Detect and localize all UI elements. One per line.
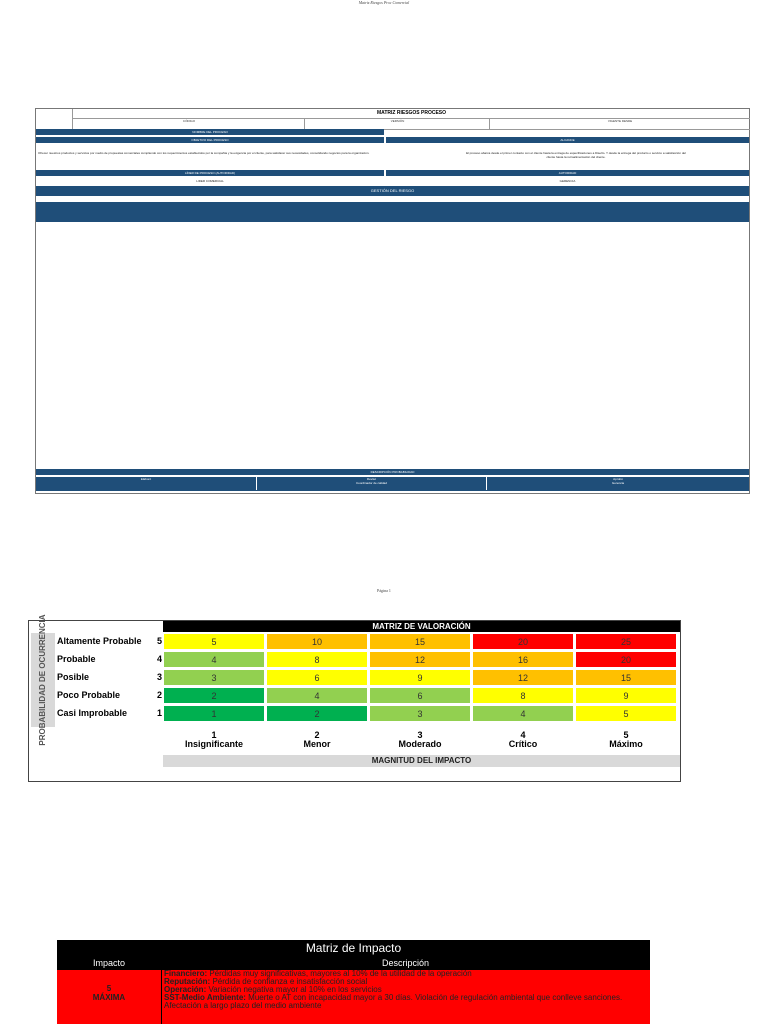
footer-bar: DESCRIPCIÓN PROBABILIDAD xyxy=(36,469,749,475)
valuation-cell: 4 xyxy=(472,705,574,722)
signature-bar xyxy=(36,477,749,491)
probability-row-number: 1 xyxy=(156,708,162,718)
valuation-matrix xyxy=(28,614,681,782)
valuation-cell: 16 xyxy=(472,651,574,668)
x-axis-label: MAGNITUD DEL IMPACTO xyxy=(163,755,680,767)
valuation-cell: 8 xyxy=(472,687,574,704)
valuation-cell: 4 xyxy=(163,651,265,668)
valuation-cell: 2 xyxy=(163,687,265,704)
valuation-cell: 12 xyxy=(472,669,574,686)
valuation-cell: 6 xyxy=(266,669,368,686)
impact-item-key: SST-Medio Ambiente: xyxy=(164,993,246,1002)
probability-row-label: Poco Probable xyxy=(57,690,121,700)
valuation-cell: 4 xyxy=(266,687,368,704)
probability-row-number: 3 xyxy=(156,672,162,682)
impact-column-label xyxy=(266,731,368,749)
signature-name: Coordinador de calidad xyxy=(355,480,388,485)
y-axis-label: PROBABILIDAD DE OCURRENCIA xyxy=(38,614,47,746)
signature-reviso xyxy=(256,477,486,490)
probability-row-label: Casi Improbable xyxy=(57,708,128,718)
leader-bar: LÍDER DE PROCESO (AUTORIDAD) xyxy=(36,170,384,176)
authority-value: GERENCIA xyxy=(559,179,576,183)
impact-level-cell xyxy=(57,970,161,1024)
impact-item-text: Pérdidas muy significativas, mayores al 10% de la utilidad de la operación xyxy=(207,969,472,978)
impact-column-name: Crítico xyxy=(508,739,538,749)
valuation-cell: 15 xyxy=(369,633,471,650)
impact-column-name: Máximo xyxy=(609,739,643,749)
impact-item-text: Pérdida de confianza e insatisfacción social xyxy=(210,977,368,986)
signature-name: Gerencia xyxy=(611,480,625,485)
impact-header-impacto: Impacto xyxy=(92,958,125,968)
impact-matrix xyxy=(57,940,650,1024)
impact-item-key: Reputación: xyxy=(164,977,211,986)
impact-matrix-title: Matriz de Impacto xyxy=(57,940,650,957)
valuation-cell: 12 xyxy=(369,651,471,668)
impact-column-name: Insignificante xyxy=(184,739,243,749)
impact-column-label xyxy=(575,731,677,749)
impact-column-number: 5 xyxy=(623,730,629,740)
probability-row-label: Posible xyxy=(57,672,90,682)
valuation-cell: 9 xyxy=(575,687,677,704)
impact-column-number: 4 xyxy=(520,730,526,740)
impact-column-label xyxy=(472,731,574,749)
impact-column-name: Moderado xyxy=(398,739,442,749)
probability-row-label: Probable xyxy=(57,654,96,664)
probability-row-label: Altamente Probable xyxy=(57,636,142,646)
y-axis-label-box xyxy=(31,614,55,746)
leader-value: LIDER COMERCIAL xyxy=(196,179,224,183)
valuation-matrix-title: MATRIZ DE VALORACIÓN xyxy=(163,621,680,632)
meta-codigo: CÓDIGO xyxy=(72,118,305,130)
section-bar: GESTIÓN DEL RIESGO xyxy=(36,186,749,196)
impact-description xyxy=(161,970,650,1024)
signature-role: Aprobó xyxy=(613,477,623,481)
valuation-cell: 8 xyxy=(266,651,368,668)
page-number: Página 1 xyxy=(377,588,391,593)
valuation-cell: 20 xyxy=(575,651,677,668)
scope-text: El proceso abarca desde el primer contacto con el cliente hasta la entrega de especificaciones a Diseño. Y desde la entrega del producto o servicio a satisfacción del cliente hasta la retroalimentación del cliente. xyxy=(466,151,686,159)
impact-item-text: Variación negativa mayor al 10% en los servicios xyxy=(206,985,382,994)
process-name-bar: NOMBRE DEL PROCESO xyxy=(36,129,384,135)
risk-table-header xyxy=(36,202,749,222)
risk-matrix-table xyxy=(35,108,750,494)
impact-column-number: 1 xyxy=(211,730,217,740)
valuation-cell: 20 xyxy=(472,633,574,650)
header-note: Matriz Riesgos Proc Comercial xyxy=(358,0,410,5)
valuation-cell: 2 xyxy=(266,705,368,722)
probability-row-number: 4 xyxy=(156,654,162,664)
valuation-cell: 5 xyxy=(163,633,265,650)
signature-role: Elaboró xyxy=(140,477,152,481)
impact-column-number: 2 xyxy=(314,730,320,740)
authority-bar: AUTORIDAD xyxy=(386,170,749,176)
valuation-cell: 5 xyxy=(575,705,677,722)
signature-aprobo xyxy=(486,477,749,490)
valuation-cell: 3 xyxy=(369,705,471,722)
valuation-cell: 1 xyxy=(163,705,265,722)
impact-row-maxima xyxy=(57,970,650,1024)
valuation-cell: 3 xyxy=(163,669,265,686)
impact-column-name: Menor xyxy=(303,739,331,749)
valuation-cell: 25 xyxy=(575,633,677,650)
impact-item xyxy=(164,994,650,1010)
impact-level-name: MÁXIMA xyxy=(92,993,126,1002)
objective-bar: OBJETIVO DEL PROCESO xyxy=(36,137,384,143)
signature-role: Revisó xyxy=(366,477,377,481)
impact-item-key: Operación: xyxy=(164,985,207,994)
valuation-cell: 6 xyxy=(369,687,471,704)
valuation-cell: 9 xyxy=(369,669,471,686)
impact-level-number: 5 xyxy=(106,984,112,993)
valuation-cell: 10 xyxy=(266,633,368,650)
impact-item-text: Muerte o AT con incapacidad mayor a 30 días. Violación de regulación ambiental que conlleve sanciones. Afectación a largo plazo del medio ambiente xyxy=(164,993,623,1010)
meta-vigente: VIGENTE DESDE xyxy=(489,118,750,130)
scope-bar: ALCANCE xyxy=(386,137,749,143)
impact-header-descripcion: Descripción xyxy=(381,958,430,968)
risk-matrix-title: MATRIZ RIESGOS PROCESO xyxy=(72,109,750,119)
probability-row-number: 5 xyxy=(156,636,162,646)
impact-column-label xyxy=(369,731,471,749)
objective-text: Ofrecer nuestros productos y servicios por medio de propuestas comerciales cumpliendo con los requerimientos establecidos por la compañía y la exigencia por el cliente, para satisfacer sus necesidades, consolidando negocios para la organización. xyxy=(38,151,370,155)
impact-item-key: Financiero: xyxy=(164,969,208,978)
impact-column-label xyxy=(163,731,265,749)
valuation-cell: 15 xyxy=(575,669,677,686)
signature-elaboro xyxy=(36,477,256,490)
probability-row-number: 2 xyxy=(156,690,162,700)
meta-version: VERSIÓN xyxy=(304,118,490,130)
impact-column-number: 3 xyxy=(417,730,423,740)
